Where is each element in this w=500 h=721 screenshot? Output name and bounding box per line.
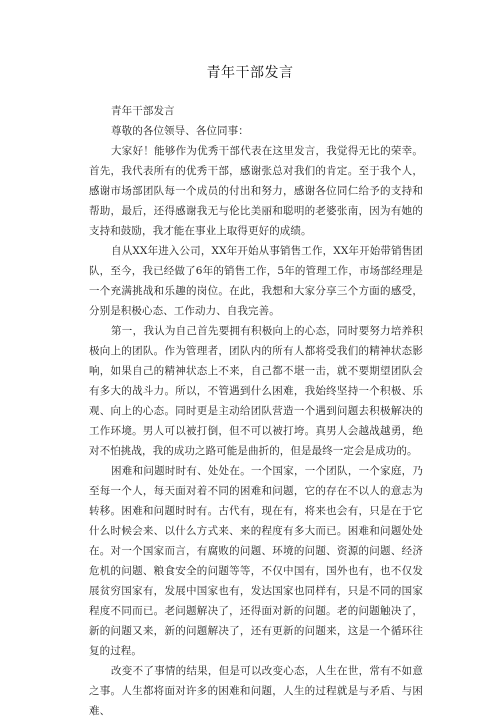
document-body (89, 101, 423, 721)
paragraph-greeting: 大家好！能够作为优秀干部代表在这里发言，我觉得无比的荣幸。首先，我代表所有的优秀干部，感谢张总对我们的肯定。至于我个人，感谢市场部团队每一个成员的付出和努力，感谢各位同仁给予的支持和帮助，最后，还得感谢我无与伦比美丽和聪明的老婆张南，因为有她的支持和鼓励，我才能在事业上取得更好的成绩。 (89, 145, 423, 237)
salutation: 尊敬的各位领导、各位同事： (111, 125, 249, 137)
paragraph-mindset: 改变不了事情的结果，但是可以改变心态，人生在世，常有不如意之事。人生都将面对许多的困难和问题，人生的过程就是与矛盾、与困难、 (89, 665, 423, 717)
document-subtitle: 青年干部发言 (111, 105, 175, 117)
paragraph-attitude: 第一，我认为自己首先要拥有积极向上的心态，同时要努力培养积极向上的团队。作为管理者，团队内的所有人都将受我们的精神状态影响，如果自己的精神状态上不来，自己都不堪一击，就不要期望团队会有多大的战斗力。所以，不管遇到什么困难，我始终坚持一个积极、乐观、向上的心态。同时更是主动给团队营造一个遇到问题去积极解决的工作环境。男人可以被打倒，但不可以被打垮。真男人会越战越勇，绝对不怕挑战，我的成功之路可能是曲折的，但是最终一定会是成功的。 (89, 325, 423, 457)
paragraph-problems: 困难和问题时时有、处处在。一个国家，一个团队，一个家庭，乃至每一个人，每天面对着不同的困难和问题，它的存在不以人的意志为转移。困难和问题时时有。古代有，现在有，将来也会有，只是在于它什么时候会来、以什么方式来、来的程度有多大而已。困难和问题处处在。对一个国家而言，有腐败的问题、环境的问题、资源的问题、经济危机的问题、粮食安全的问题等等，不仅中国有，国外也有，也不仅发展贫穷国家有，发展中国家也有，发达国家也同样有，只是不同的国家程度不同而已。老问题解决了，还得面对新的问题。老的问题触决了，新的问题又来，新的问题解决了，还有更新的问题来，这是一个循环往复的过程。 (89, 465, 423, 657)
paragraph-career: 自从XX年进入公司，XX年开始从事销售工作，XX年开始带销售团队，至今，我已经做了6年的销售工作，5年的管理工作，市场部经理是一个充满挑战和乐趣的岗位。在此，我想和大家分享三个方面的感受，分别是积极心态、工作动力、自我完善。 (89, 245, 423, 317)
document-title: 青年干部发言 (206, 65, 294, 81)
